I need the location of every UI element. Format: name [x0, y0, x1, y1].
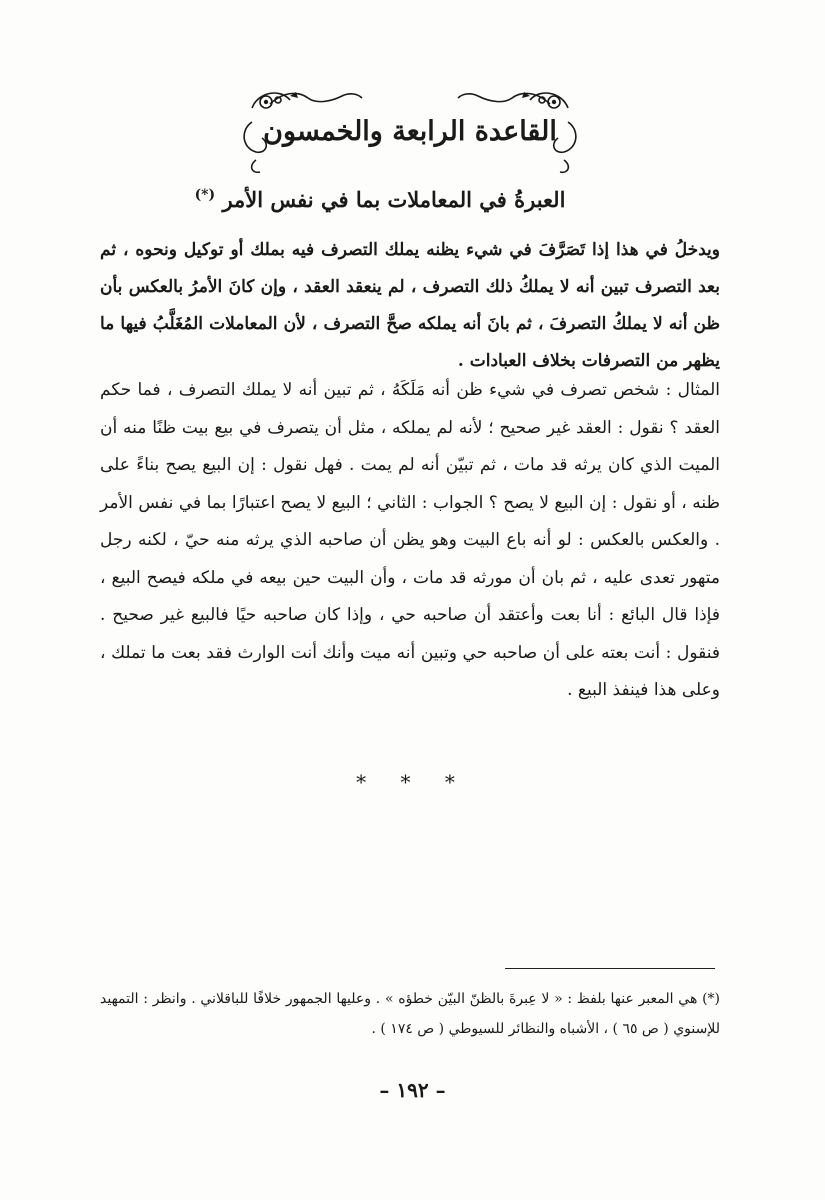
intro-paragraph-text: ويدخلُ في هذا إذا تَصَرَّفَ في شيء يظنه يملك التصرف فيه بملك أو توكيل ونحوه ، ثم بعد التصرف تبين أنه لا يملكُ ذلك التصرف ، لم ينعقد العقد ، وإن كانَ الأمرُ بالعكس بأن ظن أنه لا يملكُ التصرفَ ، ثم بانَ أنه يملكه صحَّ التصرف ، لأن المعاملات المُغَلَّبُ فيها ما يظهر من التصرفات بخلاف العبادات . [100, 240, 720, 371]
footnote-reference-mark: (*) [194, 187, 216, 203]
footnote-separator-line [505, 968, 715, 969]
example-paragraph [100, 372, 720, 710]
example-paragraph-text: المثال : شخص تصرف في شيء ظن أنه مَلَكَهُ ، ثم تبين أنه لا يملك التصرف ، فما حكم العقد ؟ نقول : العقد غير صحيح ؛ لأنه لم يملكه ، مثل أن يتصرف في بيع بيت ظنًا منه أن الميت الذي كان يرثه قد مات ، ثم تبيّن أنه لم يمت . فهل نقول : إن البيع يصح بناءً على ظنه ، أو نقول : إن البيع لا يصح ؟ الجواب : الثاني ؛ البيع لا يصح اعتبارًا بما في نفس الأمر . والعكس بالعكس : لو أنه باع البيت وهو يظن أن صاحبه الذي يرثه منه حيّ ، لكنه رجل متهور تعدى عليه ، ثم بان أن مورثه قد مات ، وأن البيت حين بيعه في ملكه فيصح البيع ، فإذا قال البائع : أنا بعت وأعتقد أن صاحبه حي ، وإذا كان صاحبه حيًا فالبيع غير صحيح . فنقول : أنت بعته على أن صاحبه حي وتبين أنه ميت وأنك أنت الوارث فقد بعت ما تملك ، وعلى هذا فينفذ البيع . [100, 380, 720, 700]
page-number: – ١٩٢ – [379, 1078, 446, 1102]
chapter-title: القاعدة الرابعة والخمسون [263, 116, 557, 147]
section-break-asterisks: * * * [356, 770, 469, 794]
intro-paragraph [100, 232, 720, 380]
footnote [100, 984, 720, 1044]
chapter-subtitle [180, 178, 580, 217]
subtitle-text: العبرةُ في المعاملات بما في نفس الأمر [222, 187, 566, 212]
footnote-text: (*) هي المعبر عنها بلفظ : « لا عِبرةَ بالظنّ البيّن خطؤه » . وعليها الجمهور خلافًا للباقلاني . وانظر : التمهيد للإسنوي ( ص ٦٥ ) ، الأشباه والنظائر للسيوطي ( ص ١٧٤ ) . [100, 991, 720, 1037]
